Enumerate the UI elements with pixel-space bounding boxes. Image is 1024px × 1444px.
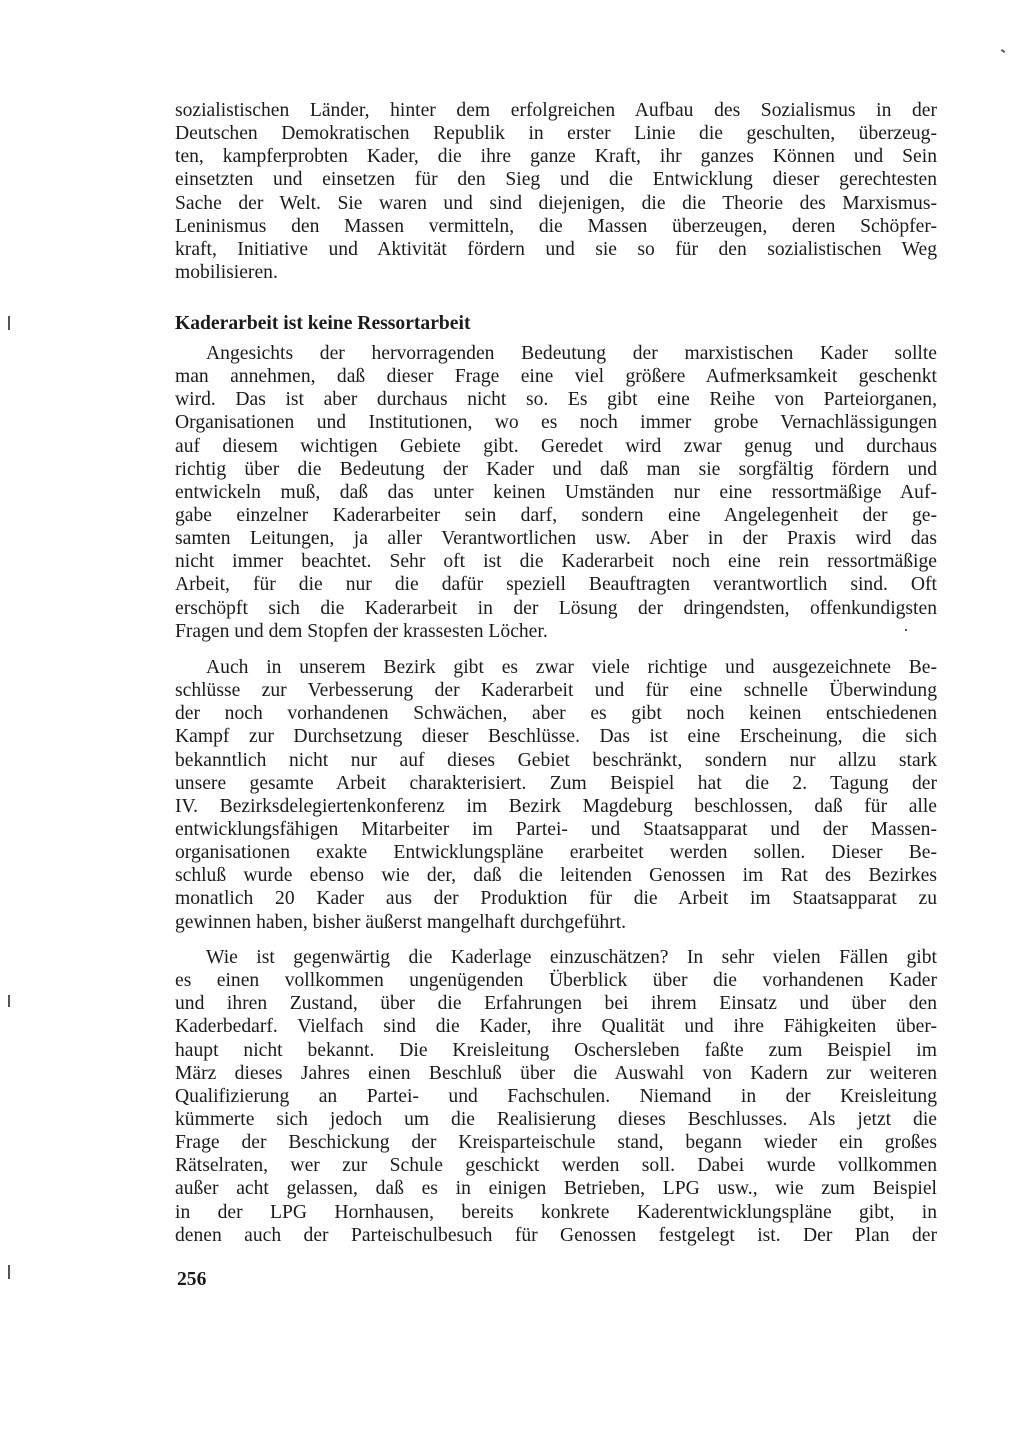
scan-mark — [8, 995, 10, 1007]
text-line: gabe einzelner Kaderarbeiter sein darf, sondern eine Angelegenheit der ge- — [175, 504, 937, 526]
text-line: man annehmen, daß dieser Frage eine viel größere Aufmerksamkeit geschenkt — [175, 366, 937, 388]
text-line: es einen vollkommen ungenügenden Überblick über die vorhandenen Kader — [175, 970, 937, 992]
text-line: organisationen exakte Entwicklungspläne erarbeitet werden sollen. Dieser Be- — [175, 842, 937, 864]
text-line: bekanntlich nicht nur auf dieses Gebiet beschränkt, sondern nur allzu stark — [175, 749, 937, 771]
text-line: schluß wurde ebenso wie der, daß die leitenden Genossen im Rat des Bezirkes — [175, 865, 937, 887]
text-line: mobilisieren. — [175, 261, 278, 283]
text-line: Organisationen und Institutionen, wo es noch immer grobe Vernachlässigungen — [175, 412, 937, 434]
text-line: Angesichts der hervorragenden Bedeutung der marxistischen Kader sollte — [206, 343, 937, 364]
text-line: Arbeit, für die nur die dafür speziell Beauftragten verantwortlich sind. Oft — [175, 574, 937, 596]
text-line: und ihren Zustand, über die Erfahrungen bei ihrem Einsatz und über den — [175, 993, 937, 1015]
paragraph-2 — [175, 342, 937, 643]
text-line: Fragen und dem Stopfen der krassesten Löcher. — [175, 620, 548, 642]
text-line: Sache der Welt. Sie waren und sind diejenigen, die die Theorie des Marxismus- — [175, 192, 937, 214]
paragraph-3 — [175, 656, 937, 934]
text-line: der noch vorhandenen Schwächen, aber es gibt noch keinen entschiedenen — [175, 703, 937, 725]
text-line: nicht immer beachtet. Sehr oft ist die Kaderarbeit noch eine rein ressortmäßige — [175, 551, 937, 573]
scan-mark — [905, 629, 907, 631]
text-line: entwicklungsfähigen Mitarbeiter im Partei- und Staatsapparat und der Massen- — [175, 818, 937, 840]
text-line: Qualifizierung an Partei- und Fachschulen. Niemand in der Kreisleitung — [175, 1085, 937, 1107]
text-line: denen auch der Parteischulbesuch für Genossen festgelegt ist. Der Plan der — [175, 1224, 937, 1246]
text-line: sozialistischen Länder, hinter dem erfolgreichen Aufbau des Sozialismus in der — [175, 100, 937, 121]
text-line: außer acht gelassen, daß es in einigen Betrieben, LPG usw., wie zum Beispiel — [175, 1178, 937, 1200]
text-line: richtig über die Bedeutung der Kader und daß man sie sorgfältig fördern und — [175, 458, 937, 480]
text-line: Kaderbedarf. Vielfach sind die Kader, ihre Qualität und ihre Fähigkeiten über- — [175, 1016, 937, 1038]
text-line: in der LPG Hornhausen, bereits konkrete Kaderentwicklungspläne gibt, in — [175, 1201, 937, 1223]
paragraph-1 — [175, 99, 937, 284]
text-line: einsetzten und einsetzen für den Sieg und die Entwicklung dieser gerechtesten — [175, 169, 937, 191]
text-line: monatlich 20 Kader aus der Produktion für die Arbeit im Staatsapparat zu — [175, 888, 937, 910]
scan-mark — [8, 316, 10, 330]
text-line: unsere gesamte Arbeit charakterisiert. Zum Beispiel hat die 2. Tagung der — [175, 772, 937, 794]
paragraph-4 — [175, 946, 937, 1247]
text-line: erschöpft sich die Kaderarbeit in der Lösung der dringendsten, offenkundigsten — [175, 597, 937, 619]
text-line: Frage der Beschickung der Kreisparteischule stand, begann wieder ein großes — [175, 1132, 937, 1154]
text-line: gewinnen haben, bisher äußerst mangelhaft durchgeführt. — [175, 911, 627, 933]
text-line: Auch in unserem Bezirk gibt es zwar viele richtige und ausgezeichnete Be- — [206, 657, 937, 678]
text-line: wird. Das ist aber durchaus nicht so. Es gibt eine Reihe von Parteiorganen, — [175, 389, 937, 411]
text-line: entwickeln muß, daß das unter keinen Umständen nur eine ressortmäßige Auf- — [175, 481, 937, 503]
text-line: kraft, Initiative und Aktivität fördern und sie so für den sozialistischen Weg — [175, 238, 937, 260]
page-number: 256 — [177, 1269, 207, 1290]
text-line: IV. Bezirksdelegiertenkonferenz im Bezirk Magdeburg beschlossen, daß für alle — [175, 795, 937, 817]
text-line: schlüsse zur Verbesserung der Kaderarbeit und für eine schnelle Überwindung — [175, 680, 937, 702]
text-line: Kampf zur Durchsetzung dieser Beschlüsse. Das ist eine Erscheinung, die sich — [175, 726, 937, 748]
text-line: Wie ist gegenwärtig die Kaderlage einzuschätzen? In sehr vielen Fällen gibt — [206, 947, 937, 968]
text-line: März dieses Jahres einen Beschluß über die Auswahl von Kadern zur weiteren — [175, 1062, 937, 1084]
section-heading: Kaderarbeit ist keine Ressortarbeit — [175, 313, 471, 334]
text-line: Leninismus den Massen vermitteln, die Massen überzeugen, deren Schöpfer- — [175, 215, 937, 237]
scan-mark — [1001, 49, 1005, 53]
text-line: haupt nicht bekannt. Die Kreisleitung Oschersleben faßte zum Beispiel im — [175, 1039, 937, 1061]
text-line: ten, kampferprobten Kader, die ihre ganze Kraft, ihr ganzes Können und Sein — [175, 146, 937, 168]
scan-mark — [8, 1265, 10, 1279]
text-line: Deutschen Demokratischen Republik in erster Linie die geschulten, überzeug- — [175, 123, 937, 145]
text-line: auf diesem wichtigen Gebiete gibt. Geredet wird zwar genug und durchaus — [175, 435, 937, 457]
text-line: kümmerte sich jedoch um die Realisierung dieses Beschlusses. Als jetzt die — [175, 1108, 937, 1130]
text-line: Rätselraten, wer zur Schule geschickt werden soll. Dabei wurde vollkommen — [175, 1155, 937, 1177]
text-line: samten Leitungen, ja aller Verantwortlichen usw. Aber in der Praxis wird das — [175, 528, 937, 550]
